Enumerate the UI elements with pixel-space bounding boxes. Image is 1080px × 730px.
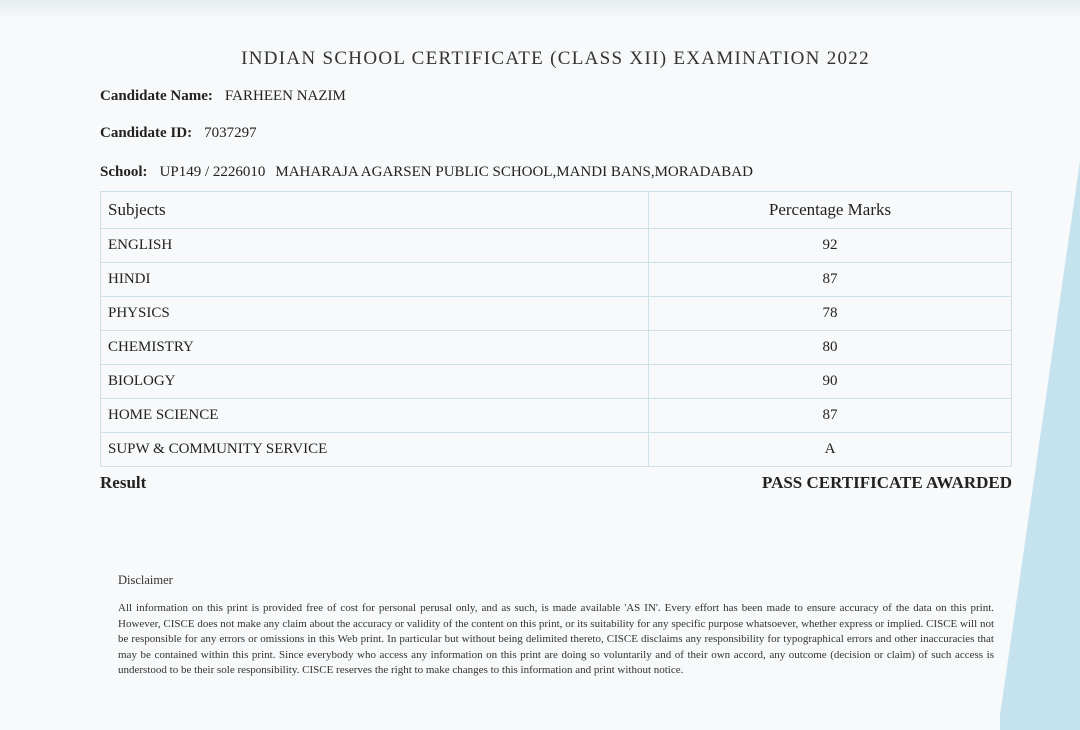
table-row	[101, 297, 1012, 331]
subject-cell: HOME SCIENCE	[101, 399, 649, 433]
marks-cell: 80	[649, 331, 1012, 365]
result-value: PASS CERTIFICATE AWARDED	[761, 473, 1012, 492]
marks-cell: 90	[649, 365, 1012, 399]
result-label: Result	[100, 473, 147, 492]
table-row	[101, 229, 1012, 263]
table-row	[101, 433, 1012, 467]
table-row	[101, 263, 1012, 297]
marks-cell: 87	[649, 399, 1012, 433]
table-row	[101, 399, 1012, 433]
table-row	[101, 331, 1012, 365]
candidate-name-value: FARHEEN NAZIM	[224, 88, 346, 104]
percentage-marks-header: Percentage Marks	[649, 192, 1012, 229]
table-header-row	[101, 192, 1012, 229]
candidate-name-row	[100, 88, 356, 105]
subject-cell: PHYSICS	[101, 297, 649, 331]
marks-table	[100, 191, 1012, 467]
page-title: INDIAN SCHOOL CERTIFICATE (CLASS XII) EXAMINATION 2022	[241, 48, 870, 69]
subject-cell: CHEMISTRY	[101, 331, 649, 365]
school-name: MAHARAJA AGARSEN PUBLIC SCHOOL,MANDI BANS,MORADABAD	[275, 164, 753, 180]
page-shadow-top	[0, 0, 1080, 18]
disclaimer-text: All information on this print is provided free of cost for personal perusal only, and as such, is made available 'AS IN'. Every effort has been made to ensure accuracy of the data on this print. However, CISCE does not make any claim about the accuracy or validity of the content on this print, or its suitability for any specific purpose whatsoever, whether express or implied. CISCE will not be responsible for any errors or omissions in this Web print. In particular but without being delimited thereto, CISCE disclaims any responsibility for typographical errors and other inaccuracies that may be contained within this print. Since everybody who access any information on this print are doing so voluntarily and of their own accord, any outcome (decision or claim) of such access is understood to be their sole responsibility. CISCE reserves the right to make changes to this information and print without notice.	[118, 602, 994, 677]
subject-cell: BIOLOGY	[101, 365, 649, 399]
subject-cell: SUPW & COMMUNITY SERVICE	[101, 433, 649, 467]
school-code: UP149 / 2226010	[159, 164, 266, 180]
disclaimer-title: Disclaimer	[118, 573, 173, 587]
marks-cell: 78	[649, 297, 1012, 331]
result-row	[100, 473, 1012, 493]
page-edge-decoration	[1000, 0, 1080, 730]
table-row	[101, 365, 1012, 399]
school-row	[100, 164, 763, 181]
marks-cell: 87	[649, 263, 1012, 297]
candidate-id-row	[100, 125, 267, 142]
subject-cell: ENGLISH	[101, 229, 649, 263]
candidate-name-label: Candidate Name:	[100, 88, 213, 104]
subject-cell: HINDI	[101, 263, 649, 297]
school-label: School:	[100, 164, 148, 180]
marks-cell: A	[649, 433, 1012, 467]
subjects-header: Subjects	[101, 192, 649, 229]
candidate-id-label: Candidate ID:	[100, 125, 193, 141]
candidate-id-value: 7037297	[204, 125, 257, 141]
marks-cell: 92	[649, 229, 1012, 263]
